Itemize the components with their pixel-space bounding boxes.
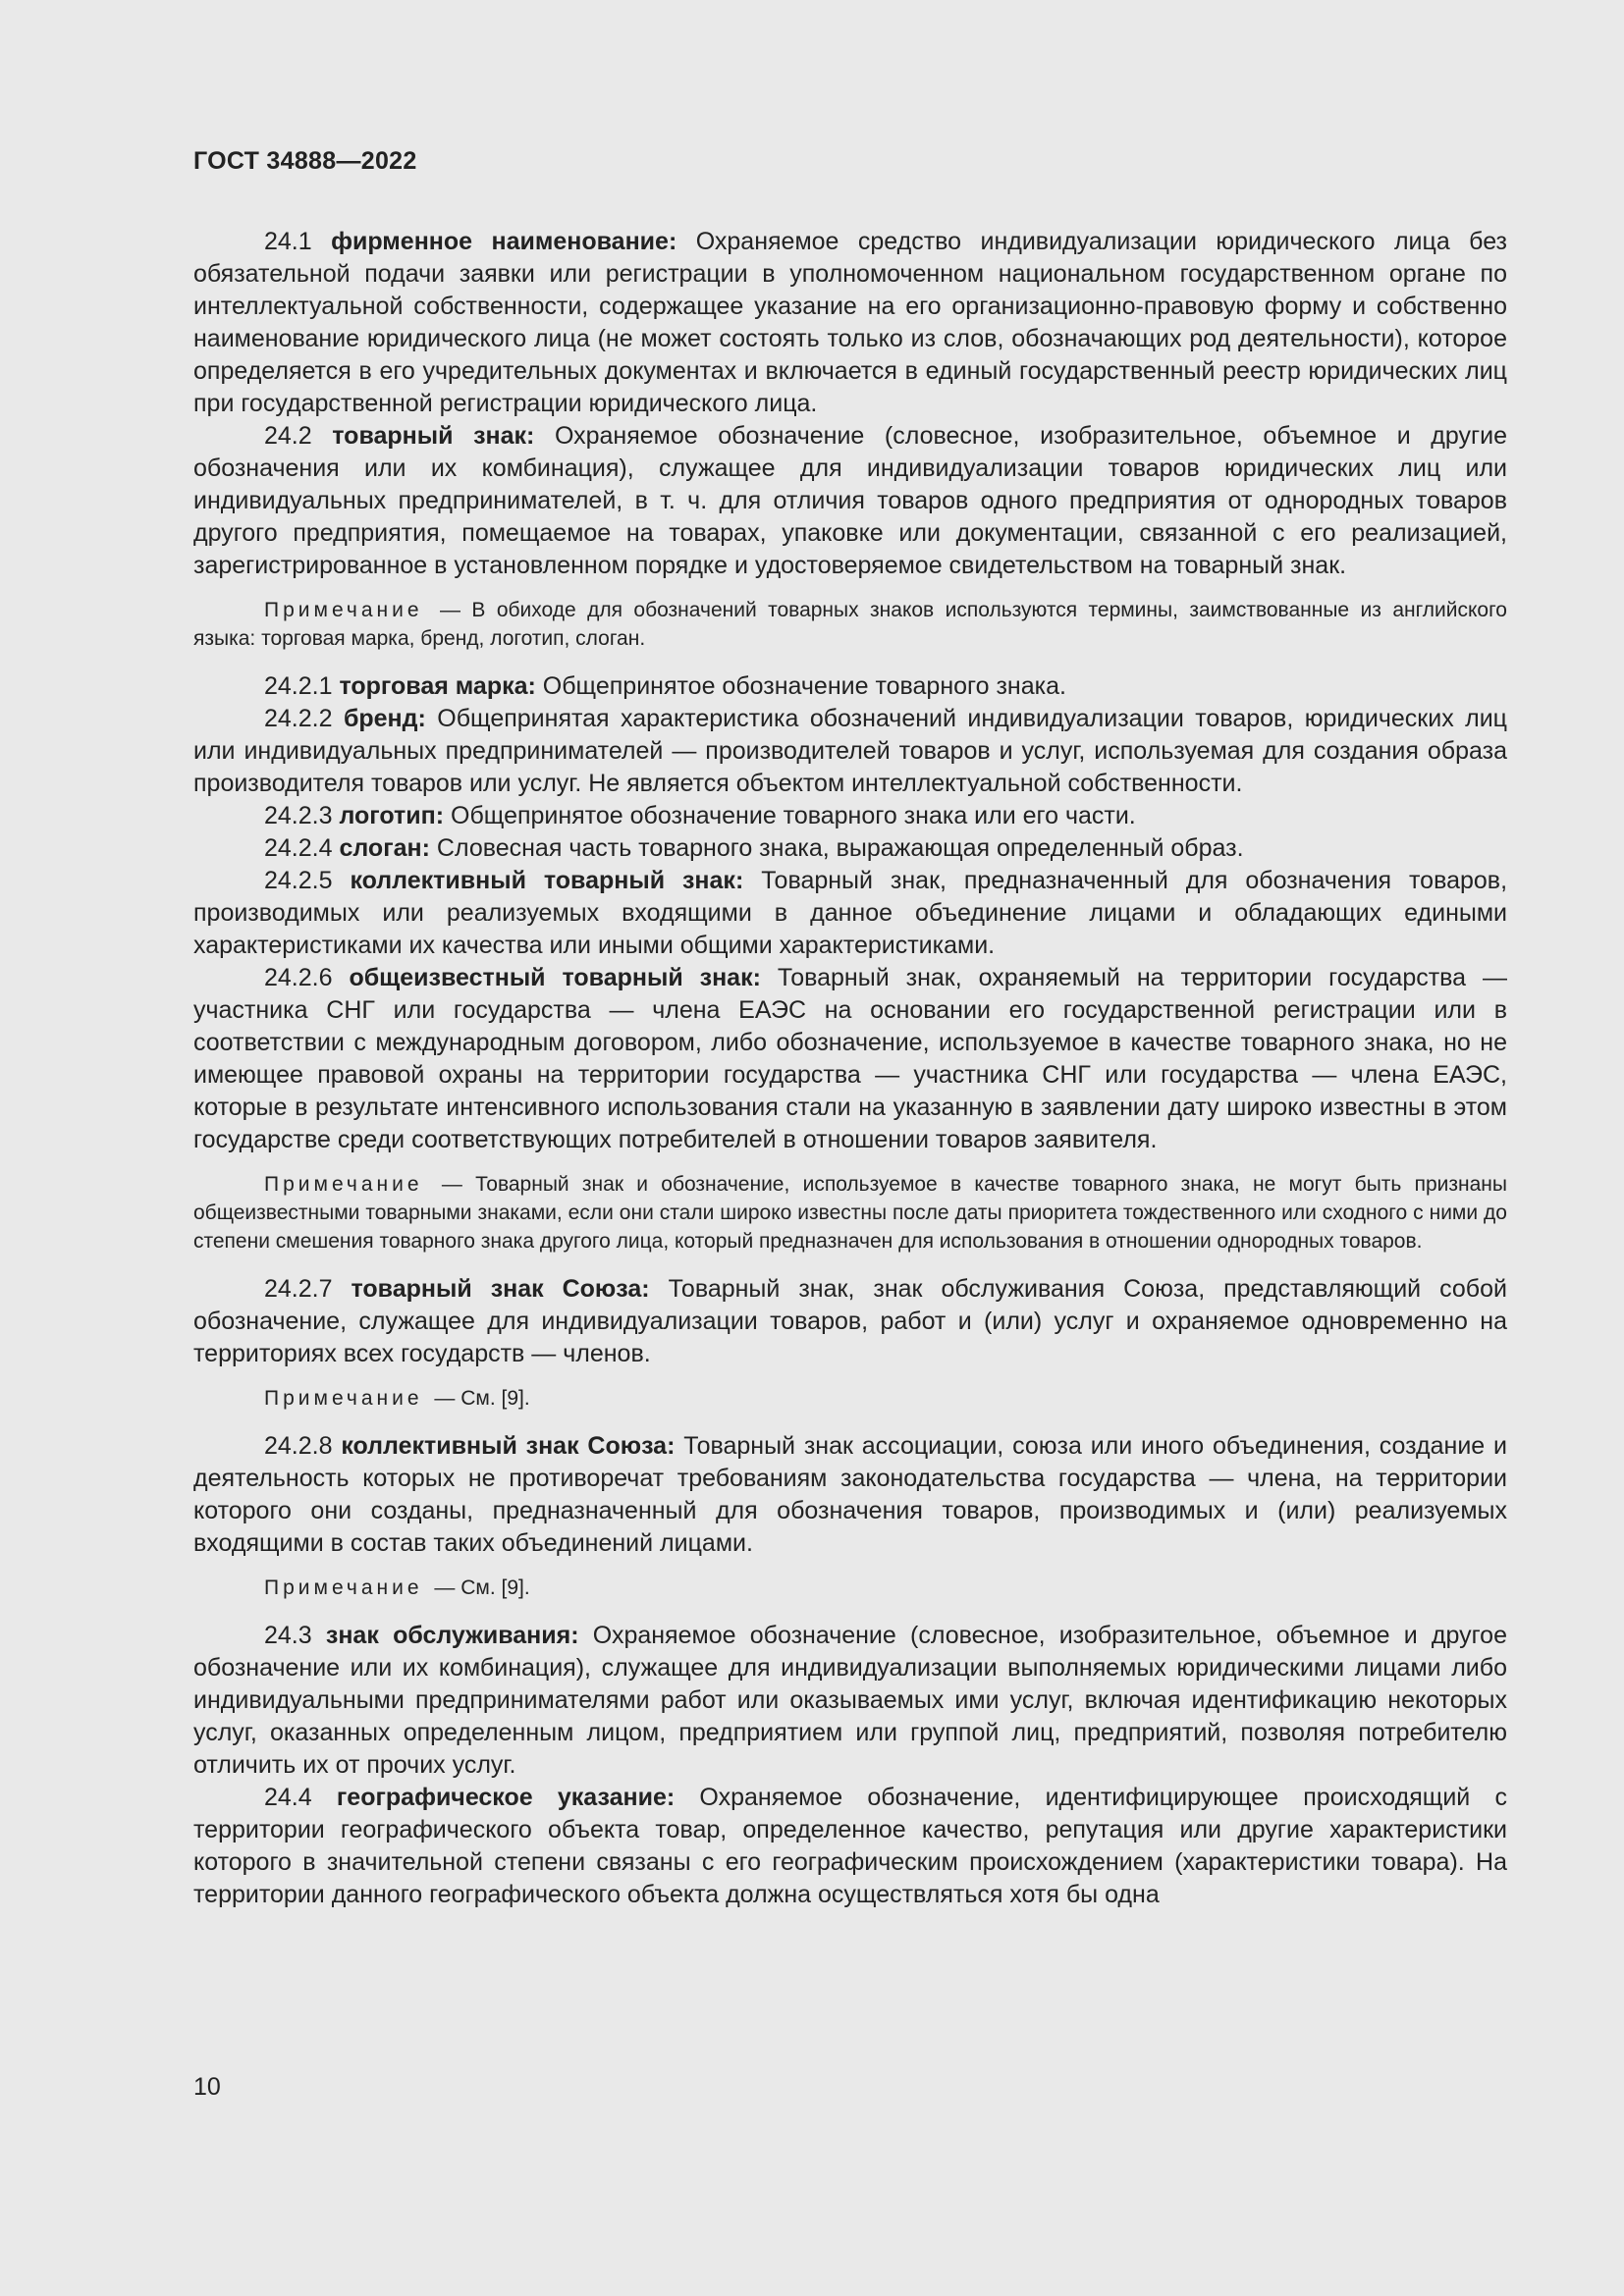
clause-number: 24.1 bbox=[264, 228, 312, 255]
defined-term: торговая марка: bbox=[339, 672, 536, 700]
note-paragraph bbox=[193, 1384, 1507, 1413]
defined-term: бренд: bbox=[343, 705, 426, 732]
definition-text: Охраняемое обозначение, идентифицирующее происходящий с территории географического объекта товар, определенное качество, репутация или другие характеристики которого в значительной степени связаны с его географическим происхождением (характеристики товара). На территории данного географического объекта должна осуществляться хотя бы одна bbox=[193, 1784, 1507, 1908]
clause-number: 24.2.1 bbox=[264, 672, 333, 700]
document-header: ГОСТ 34888—2022 bbox=[193, 147, 417, 175]
clause-number: 24.2 bbox=[264, 422, 312, 450]
defined-term: товарный знак Союза: bbox=[351, 1275, 650, 1303]
definition-paragraph bbox=[193, 670, 1507, 703]
note-paragraph bbox=[193, 1574, 1507, 1602]
clause-number: 24.2.6 bbox=[264, 964, 333, 991]
page-number: 10 bbox=[193, 2073, 221, 2101]
definition-text: Охраняемое обозначение (словесное, изобразительное, объемное и другие обозначения или их комбинация), служащее для индивидуализации товаров юридических лиц или индивидуальных предпринимателей, в т. ч. для отличия товаров одного предприятия от однородных товаров другого предприятия, помещаемое на товарах, упаковке или документации, связанной с его реализацией, зарегистрированное в установленном порядке и удостоверяемое свидетельством на товарный знак. bbox=[193, 422, 1507, 579]
definition-paragraph bbox=[193, 1782, 1507, 1911]
definition-text: Товарный знак ассоциации, союза или иного объединения, создание и деятельность которых не противоречат требованиям законодательства государства — члена, на территории которого они созданы, предназначенный для обозначения товаров, производимых и (или) реализуемых входящими в состав таких объединений лицами. bbox=[193, 1432, 1507, 1557]
clause-number: 24.2.4 bbox=[264, 834, 333, 862]
note-paragraph bbox=[193, 1170, 1507, 1255]
definition-text: Охраняемое средство индивидуализации юридического лица без обязательной подачи заявки или регистрации в уполномоченном национальном государственном органе по интеллектуальной собственности, содержащее указание на его организационно-правовую форму и собственно наименование юридического лица (не может состоять только из слов, обозначающих род деятельности), которое определяется в его учредительных документах и включается в единый государственный реестр юридических лиц при государственной регистрации юридического лица. bbox=[193, 228, 1508, 417]
clause-number: 24.2.3 bbox=[264, 802, 333, 829]
definition-paragraph bbox=[193, 962, 1507, 1156]
definition-text: Общепринятое обозначение товарного знака. bbox=[542, 672, 1066, 700]
defined-term: общеизвестный товарный знак: bbox=[349, 964, 761, 991]
definition-text: Общепринятая характеристика обозначений индивидуализации товаров, юридических лиц или индивидуальных предпринимателей — производителей товаров и услуг, используемая для создания образа производителя товаров или услуг. Не является объектом интеллектуальной собственности. bbox=[193, 705, 1507, 797]
definition-paragraph bbox=[193, 800, 1507, 832]
clause-number: 24.3 bbox=[264, 1622, 312, 1649]
definition-paragraph bbox=[193, 703, 1507, 800]
clause-number: 24.4 bbox=[264, 1784, 312, 1811]
defined-term: фирменное наименование: bbox=[331, 228, 677, 255]
definition-text: Охраняемое обозначение (словесное, изобразительное, объемное и другое обозначение или их комбинация), служащее для индивидуализации выполняемых юридическими лицами либо индивидуальными предпринимателями работ или оказываемых ими услуг, включая идентификацию некоторых услуг, оказанных определенным лицом, предприятием или группой лиц, предприятий, позволяя потребителю отличить их от прочих услуг. bbox=[193, 1622, 1507, 1779]
definition-paragraph bbox=[193, 1273, 1507, 1370]
note-text: — В обиходе для обозначений товарных знаков используются термины, заимствованные из английского языка: торговая марка, бренд, логотип, слоган. bbox=[193, 599, 1507, 650]
defined-term: знак обслуживания: bbox=[325, 1622, 579, 1649]
clause-number: 24.2.7 bbox=[264, 1275, 333, 1303]
definition-paragraph bbox=[193, 226, 1507, 420]
definition-text: Товарный знак, предназначенный для обозначения товаров, производимых или реализуемых входящими в данное объединение лицами и обладающих едиными характеристиками их качества или иными общими характеристиками. bbox=[193, 867, 1508, 959]
note-label: Примечание bbox=[264, 1387, 423, 1410]
defined-term: коллективный знак Союза: bbox=[341, 1432, 676, 1460]
definition-text: Товарный знак, охраняемый на территории государства — участника СНГ или государства — члена ЕАЭС на основании его государственной регистрации или в соответствии с международным договором, либо обозначение, используемое в качестве товарного знака, но не имеющее правовой охраны на территории государства — участника СНГ или государства — члена ЕАЭС, которые в результате интенсивного использования стали на указанную в заявлении дату широко известны в этом государстве среди соответствующих потребителей в отношении товаров заявителя. bbox=[193, 964, 1508, 1153]
defined-term: географическое указание: bbox=[336, 1784, 676, 1811]
defined-term: товарный знак: bbox=[332, 422, 535, 450]
clause-number: 24.2.5 bbox=[264, 867, 333, 894]
note-paragraph bbox=[193, 596, 1507, 653]
definition-paragraph bbox=[193, 420, 1507, 582]
note-label: Примечание bbox=[264, 599, 423, 621]
defined-term: логотип: bbox=[339, 802, 445, 829]
defined-term: слоган: bbox=[339, 834, 430, 862]
definition-paragraph bbox=[193, 1620, 1507, 1782]
note-text: — См. [9]. bbox=[434, 1387, 530, 1410]
clause-number: 24.2.2 bbox=[264, 705, 333, 732]
definition-text: Словесная часть товарного знака, выражающая определенный образ. bbox=[436, 834, 1244, 862]
definition-paragraph bbox=[193, 832, 1507, 865]
note-label: Примечание bbox=[264, 1173, 423, 1196]
defined-term: коллективный товарный знак: bbox=[350, 867, 744, 894]
definition-paragraph bbox=[193, 1430, 1507, 1560]
note-text: — См. [9]. bbox=[434, 1576, 530, 1599]
document-body bbox=[193, 226, 1507, 1911]
clause-number: 24.2.8 bbox=[264, 1432, 333, 1460]
note-text: — Товарный знак и обозначение, используемое в качестве товарного знака, не могут быть признаны общеизвестными товарными знаками, если они стали широко известны после даты приоритета тождественного или сходного с ними до степени смешения товарного знака другого лица, который предназначен для использования в отношении однородных товаров. bbox=[193, 1173, 1507, 1253]
definition-text: Товарный знак, знак обслуживания Союза, представляющий собой обозначение, служащее для индивидуализации товаров, работ и (или) услуг и охраняемое одновременно на территориях всех государств — членов. bbox=[193, 1275, 1507, 1367]
definition-text: Общепринятое обозначение товарного знака или его части. bbox=[451, 802, 1136, 829]
note-label: Примечание bbox=[264, 1576, 423, 1599]
definition-paragraph bbox=[193, 865, 1507, 962]
